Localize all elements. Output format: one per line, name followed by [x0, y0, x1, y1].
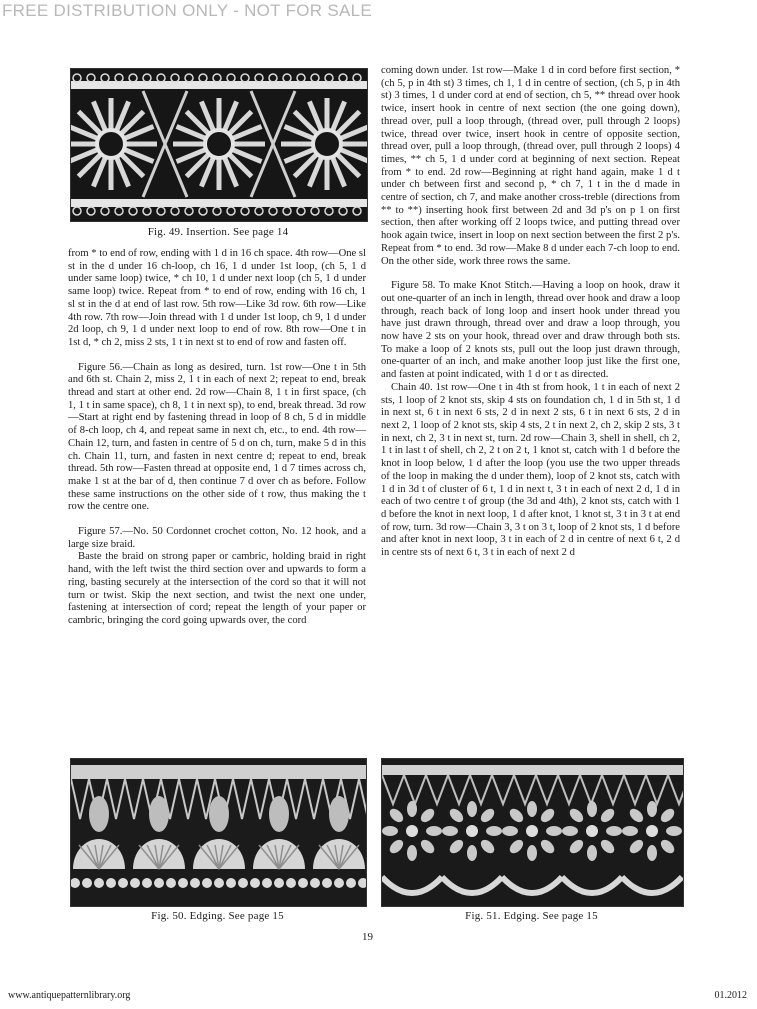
figure-49-caption: Fig. 49. Insertion. See page 14 [147, 226, 289, 238]
distribution-banner: FREE DISTRIBUTION ONLY - NOT FOR SALE [2, 1, 373, 20]
left-text-column [68, 248, 366, 628]
paragraph: coming down under. 1st row—Make 1 d in cord before first section, * (ch 5, p in 4th st) 3 times, ch 1, 1 d in centre of section, (ch 5, p in 4th st) 3 times, 1 d under cord at end of section, ch 5, ** thread over hook twice, insert hook in centre of next section (the one going down), thread over, pull a loop through, (thread over, pull through 2 loops) twice, thread over twice, insert hook in centre of opposite section, thread over, pull a loop through, (thread over, pull through 2 loops) 4 times, ** ch 5, 1 d under cord at beginning of next section. Repeat from * to end. 2d row—Beginning at right hand again, make 1 d t under ch between first and second p, * ch 7, 1 t in the d made in centre of section, ch 7, and make another cross-treble (directions from ** to **) inserting hook first between 2d and 3d p's on p 1 on first section, then after working off 2 loops twice, and putting thread over hook again twice, insert in loop on next section between the first 2 p's. Repeat from * to end. 3d row—Make 8 d under each 7-ch loop to end. On the other side, work three rows the same. [381, 65, 680, 267]
figure-51-caption: Fig. 51. Edging. See page 15 [465, 910, 598, 922]
paragraph-figure-58: Figure 58. To make Knot Stitch.—Having a loop on hook, draw it out one-quarter of an inch in length, thread over hook and draw a loop through, reach back of long loop and insert hook under thread you have just drawn through, thread over and draw a loop through, you now have 2 sts on your hook, thread over and draw through both sts. To make a loop of 2 knots sts, pull out the loop just drawn through, one-quarter of an inch, and make another loop just like the first one, and fasten at point indicated, with 1 d or t as directed. [381, 280, 680, 381]
figure-50-edging-image [70, 758, 367, 907]
right-text-column [381, 65, 680, 560]
paragraph: Chain 40. 1st row—One t in 4th st from hook, 1 t in each of next 2 sts, 1 loop of 2 knot sts, skip 4 sts on foundation ch, 1 d in 5th st, 1 d in next st, 6 t in next 6 sts, 2 d in next 2 sts, 6 t in next 6 sts, 2 d in next 2, 1 loop of 2 knot sts, skip 4 sts, 2 t in next 2, ch 2, skip 2 sts, 3 t in next, ch 2, 3 t in next st, turn. 2d row—Chain 3, shell in shell, ch 2, 1 t in last t of shell, ch 2, 2 t on 2 t, 1 knot st, catch with 1 d before the knot in loop below, 1 d after the loop (you use the two upper threads of the loop in making the d under them), loop of 2 knot sts, catch with 1 d in 3d t of cluster of 6 t, 1 d in next t, 3 t in each of next 2 d, 1 d in each of two centre t of group (the 3d and 4th), 2 knot sts, catch with 1 d before the knot in next loop, 1 d after knot, 1 knot st, 3 t in 3 t at end of row, turn. 3d row—Chain 3, 3 t on 3 t, loop of 2 knot sts, 1 d before and after knot in next loop, 3 t in each of 2 d in centre of next 6 t, 2 d in centre sts of next 6 t, 3 t in each of next 2 d [381, 381, 680, 559]
footer-date: 01.2012 [714, 990, 747, 1001]
figure-49-insertion-image [70, 68, 368, 222]
paragraph-figure-56: Figure 56.—Chain as long as desired, turn. 1st row—One t in 5th and 6th st. Chain 2, miss 2, 1 t in each of next 2; repeat to end, break thread and start at other end. 2d row—Chain 8, 1 t in first space, (ch 1, 1 t in same space), ch 8, 1 t in next sp), to end, break thread. 3d row—Start at right end by fastening thread in loop of 8 ch, 5 d in middle of 8-ch loop, ch 4, and repeat same in next ch, etc., to end. 4th row—Chain 12, turn, and fasten in centre of 5 d on ch, turn, make 5 d in this ch. Chain 11, turn, and fasten in next centre d; repeat to end, break thread. 5th row—Fasten thread at opposite end, 1 d 7 times across ch, make 1 st at the bar of d, then continue 7 d over ch as before. Follow these same instructions on the other side of t row, thus making the t row the centre one. [68, 361, 366, 513]
paragraph-figure-57: Figure 57.—No. 50 Cordonnet crochet cotton, No. 12 hook, and a large size braid. [68, 526, 366, 550]
footer-website: www.antiquepatternlibrary.org [8, 990, 131, 1001]
page-number: 19 [362, 931, 373, 943]
paragraph: Baste the braid on strong paper or cambric, holding braid in right hand, with the left twist the third section over and upwards to form a ring, basting securely at the intersection of the cord so that it will not turn or twist. Skip the next section, and twist the next one under, fastening at intersection of cord; repeat the length of your paper or cambric, bringing the cord going upwards over, the cord [68, 551, 366, 626]
figure-50-caption: Fig. 50. Edging. See page 15 [151, 910, 284, 922]
paragraph: from * to end of row, ending with 1 d in 16 ch space. 4th row—One sl st in the d under 16 ch-loop, ch 16, 1 d under 1st loop, (ch 5, 1 d under same loop) twice, * ch 10, 1 d under next loop (ch 5, 1 d under same loop) twice. Repeat from * to end of row, ending with 16 ch, 1 sl st in the d at end of last row. 5th row—Like 3d row. 6th row—Like 4th row. 7th row—Join thread with 1 d under 1st loop, ch 9, 1 d under 2d loop, ch 9, 1 d under next loop to end of row. 8th row—One t in 1st d, * ch 2, miss 2 sts, 1 t in next st to end of row and fasten off. [68, 248, 366, 348]
figure-51-edging-image [381, 758, 684, 907]
